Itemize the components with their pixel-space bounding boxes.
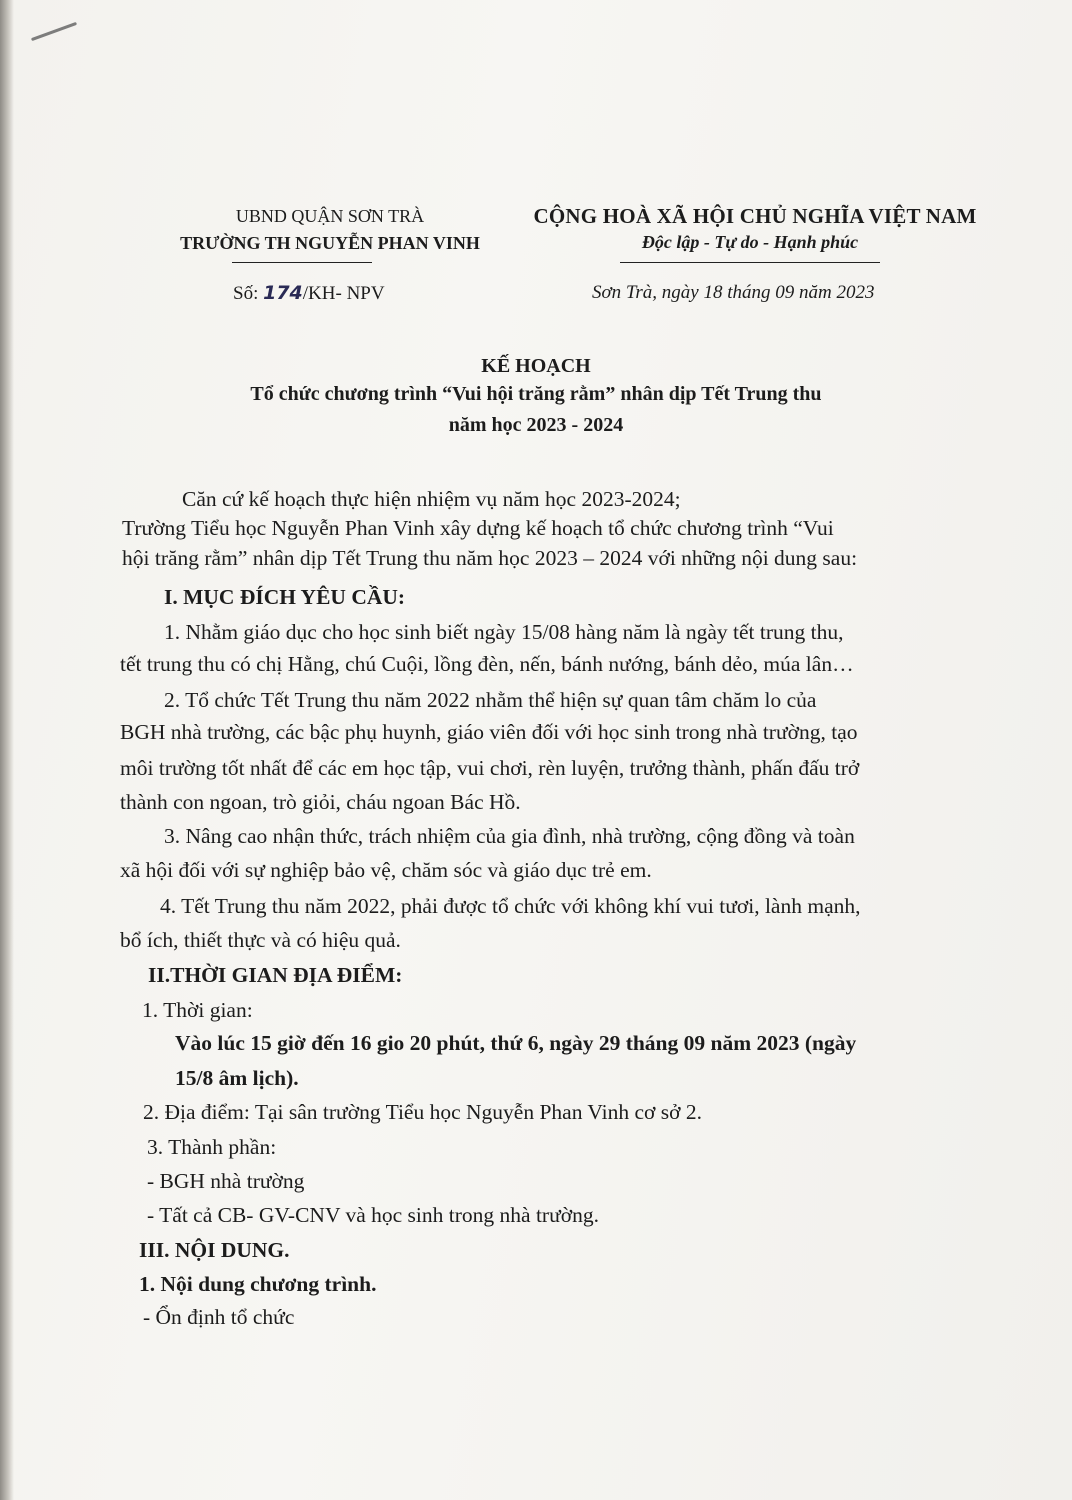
national-title: CỘNG HOÀ XÃ HỘI CHỦ NGHĨA VIỆT NAM xyxy=(533,204,977,228)
section-heading: III. NỘI DUNG. xyxy=(139,1238,290,1262)
time-detail-line: 15/8 âm lịch). xyxy=(175,1066,299,1090)
place-line: 2. Địa điểm: Tại sân trường Tiểu học Nguyễn Phan Vinh cơ sở 2. xyxy=(143,1100,703,1124)
document-subtitle-line-2: năm học 2023 - 2024 xyxy=(448,414,624,436)
document-number-suffix: /KH- NPV xyxy=(302,283,385,304)
header-left-rule xyxy=(232,262,372,263)
intro-line: hội trăng rằm” nhân dịp Tết Trung thu năm học 2023 – 2024 với những nội dung sau: xyxy=(122,546,858,570)
time-detail-line: Vào lúc 15 giờ đến 16 gio 20 phút, thứ 6, ngày 29 tháng 09 năm 2023 (ngày xyxy=(175,1031,857,1055)
section-heading: II.THỜI GIAN ĐỊA ĐIỂM: xyxy=(148,963,403,987)
section-heading: I. MỤC ĐÍCH YÊU CẦU: xyxy=(164,585,406,609)
paragraph-line: 1. Nhằm giáo dục cho học sinh biết ngày 15/08 hàng năm là ngày tết trung thu, xyxy=(164,620,844,644)
document-number-handwritten: 174 xyxy=(263,282,303,304)
document-subtitle-line-1: Tổ chức chương trình “Vui hội trăng rằm” nhân dịp Tết Trung thu xyxy=(250,383,822,405)
paragraph-line: 3. Nâng cao nhận thức, trách nhiệm của gia đình, nhà trường, cộng đồng và toàn xyxy=(164,824,855,848)
content-item: - Ổn định tổ chức xyxy=(143,1305,295,1329)
paragraph-line: thành con ngoan, trò giỏi, cháu ngoan Bác Hồ. xyxy=(120,790,521,814)
paragraph-line: 4. Tết Trung thu năm 2022, phải được tổ chức với không khí vui tươi, lành mạnh, xyxy=(160,894,861,918)
paragraph-line: xã hội đối với sự nghiệp bảo vệ, chăm sóc và giáo dục trẻ em. xyxy=(120,858,652,882)
page-edge-shadow xyxy=(0,0,14,1500)
intro-line: Trường Tiểu học Nguyễn Phan Vinh xây dựng kế hoạch tổ chức chương trình “Vui xyxy=(122,516,834,540)
document-date: Sơn Trà, ngày 18 tháng 09 năm 2023 xyxy=(592,282,875,303)
pen-mark xyxy=(31,22,77,41)
agency-name: UBND QUẬN SƠN TRÀ xyxy=(235,206,425,226)
paragraph-line: 2. Tổ chức Tết Trung thu năm 2022 nhằm thể hiện sự quan tâm chăm lo của xyxy=(164,688,817,712)
paragraph-line: tết trung thu có chị Hằng, chú Cuội, lồng đèn, nến, bánh nướng, bánh dẻo, múa lân… xyxy=(120,652,854,676)
document-number xyxy=(233,282,385,305)
document-title: KẾ HOẠCH xyxy=(481,355,591,377)
subsection-heading: 1. Nội dung chương trình. xyxy=(139,1272,377,1296)
paragraph-line: bổ ích, thiết thực và có hiệu quả. xyxy=(120,928,401,952)
national-motto: Độc lập - Tự do - Hạnh phúc xyxy=(641,232,859,252)
subsection-label: 3. Thành phần: xyxy=(147,1135,277,1159)
paragraph-line: BGH nhà trường, các bậc phụ huynh, giáo viên đối với học sinh trong nhà trường, tạo xyxy=(120,720,858,744)
participant-item: - Tất cả CB- GV-CNV và học sinh trong nhà trường. xyxy=(147,1203,599,1227)
participant-item: - BGH nhà trường xyxy=(147,1169,305,1193)
subsection-label: 1. Thời gian: xyxy=(142,998,253,1022)
paragraph-line: môi trường tốt nhất để các em học tập, vui chơi, rèn luyện, trưởng thành, phấn đấu trở xyxy=(120,756,860,780)
school-name: TRƯỜNG TH NGUYỄN PHAN VINH xyxy=(180,233,480,253)
document-number-prefix: Số: xyxy=(233,283,264,304)
header-right-rule xyxy=(620,262,880,263)
intro-line: Căn cứ kế hoạch thực hiện nhiệm vụ năm học 2023-2024; xyxy=(182,487,681,511)
